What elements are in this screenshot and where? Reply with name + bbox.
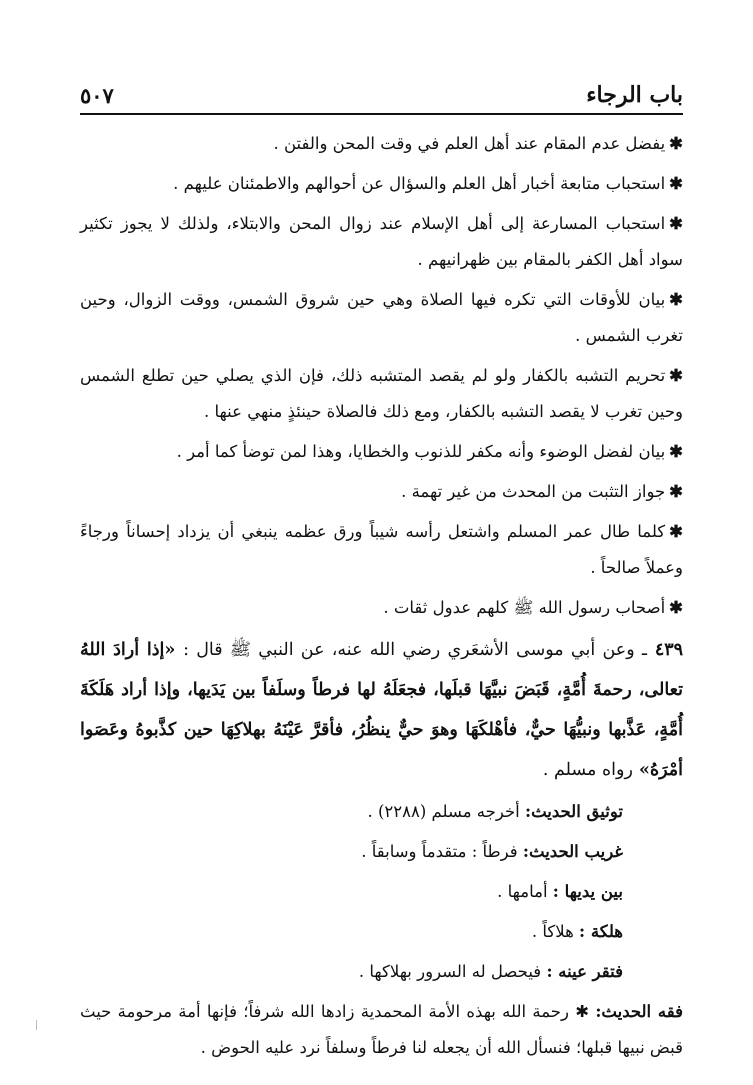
bullet-item: ✱كلما طال عمر المسلم واشتعل رأسه شيباً ورق عظمه ينبغي أن يزداد إحساناً ورجاءً وعملاً صالحاً . [80, 522, 683, 577]
note-line: هلكة : هلاكاً . [531, 922, 623, 941]
page-header [80, 74, 683, 108]
note-line: بين يديها : أمامها . [497, 882, 623, 901]
chapter-title: باب الرجاء [586, 82, 683, 108]
hadith-source: رواه مسلم . [542, 760, 633, 780]
note-line: فتقر عينه : فيحصل له السرور بهلاكها . [358, 962, 623, 981]
scan-mark [36, 1020, 37, 1030]
bullet-item: ✱تحريم التشبه بالكفار ولو لم يقصد المتشبه ذلك، فإن الذي يصلي حين تطلع الشمس وحين تغرب لا يقصد التشبه بالكفار، ومع ذلك فالصلاة حينئذٍ منهي عنها . [80, 366, 683, 421]
bullet-item: ✱استحباب متابعة أخبار أهل العلم والسؤال عن أحوالهم والاطمئنان عليهم . [173, 174, 683, 193]
body-text [80, 126, 683, 1070]
bullet-item: ✱جواز التثبت من المحدث من غير تهمة . [401, 482, 683, 501]
bullet-item: ✱يفضل عدم المقام عند أهل العلم في وقت المحن والفتن . [273, 134, 683, 153]
header-rule [80, 113, 683, 115]
hadith-intro: ـ وعن أبي موسى الأشعَري رضي الله عنه، عن النبي ﷺ قال : [183, 640, 648, 660]
page-number: ٥٠٧ [80, 83, 114, 108]
hadith-number: ٤٣٩ [654, 640, 684, 660]
bullet-item: ✱أصحاب رسول الله ﷺ كلهم عدول ثقات . [383, 598, 683, 617]
bullet-item: ✱بيان للأوقات التي تكره فيها الصلاة وهي حين شروق الشمس، ووقت الزوال، وحين تغرب الشمس . [80, 290, 683, 345]
bullet-item: ✱استحباب المسارعة إلى أهل الإسلام عند زوال المحن والابتلاء، ولذلك لا يجوز تكثير سواد أهل الكفر بالمقام بين ظهرانيهم . [80, 214, 683, 269]
hadith-text: «إذا أرادَ اللهُ تعالى، رحمةَ أُمَّةٍ، قَبَضَ نبيَّهَا قبلَها، فجعَلَهُ لها فرطاً وسلَفاً بين يَدَيها، وإذا أراد هَلَكَةَ أُمَّةٍ، عَذَّبها ونبيُّهَا حيٌّ، فأهْلكَهَا وهوَ حيٌّ ينظُرُ، فأقرَّ عَيْنَهُ بهلاكِهَا حين كذَّبوهُ وعَصَوا أمْرَهُ» [80, 640, 683, 780]
note-line: توثيق الحديث: أخرجه مسلم (٢٢٨٨) . [367, 802, 623, 821]
note-line: غريب الحديث: فرطاً : متقدماً وسابقاً . [361, 842, 623, 861]
hadith-paragraph [80, 630, 683, 790]
fiqh-paragraph: فقه الحديث: ✱ رحمة الله بهذه الأمة المحمدية زادها الله شرفاً؛ فإنها أمة مرحومة حيث قبض نبيها قبلها؛ فنسأل الله أن يجعله لنا فرطاً وسلفاً نرد عليه الحوض . [80, 1002, 683, 1057]
bullet-item: ✱بيان لفضل الوضوء وأنه مكفر للذنوب والخطايا، وهذا لمن توضأ كما أمر . [176, 442, 683, 461]
